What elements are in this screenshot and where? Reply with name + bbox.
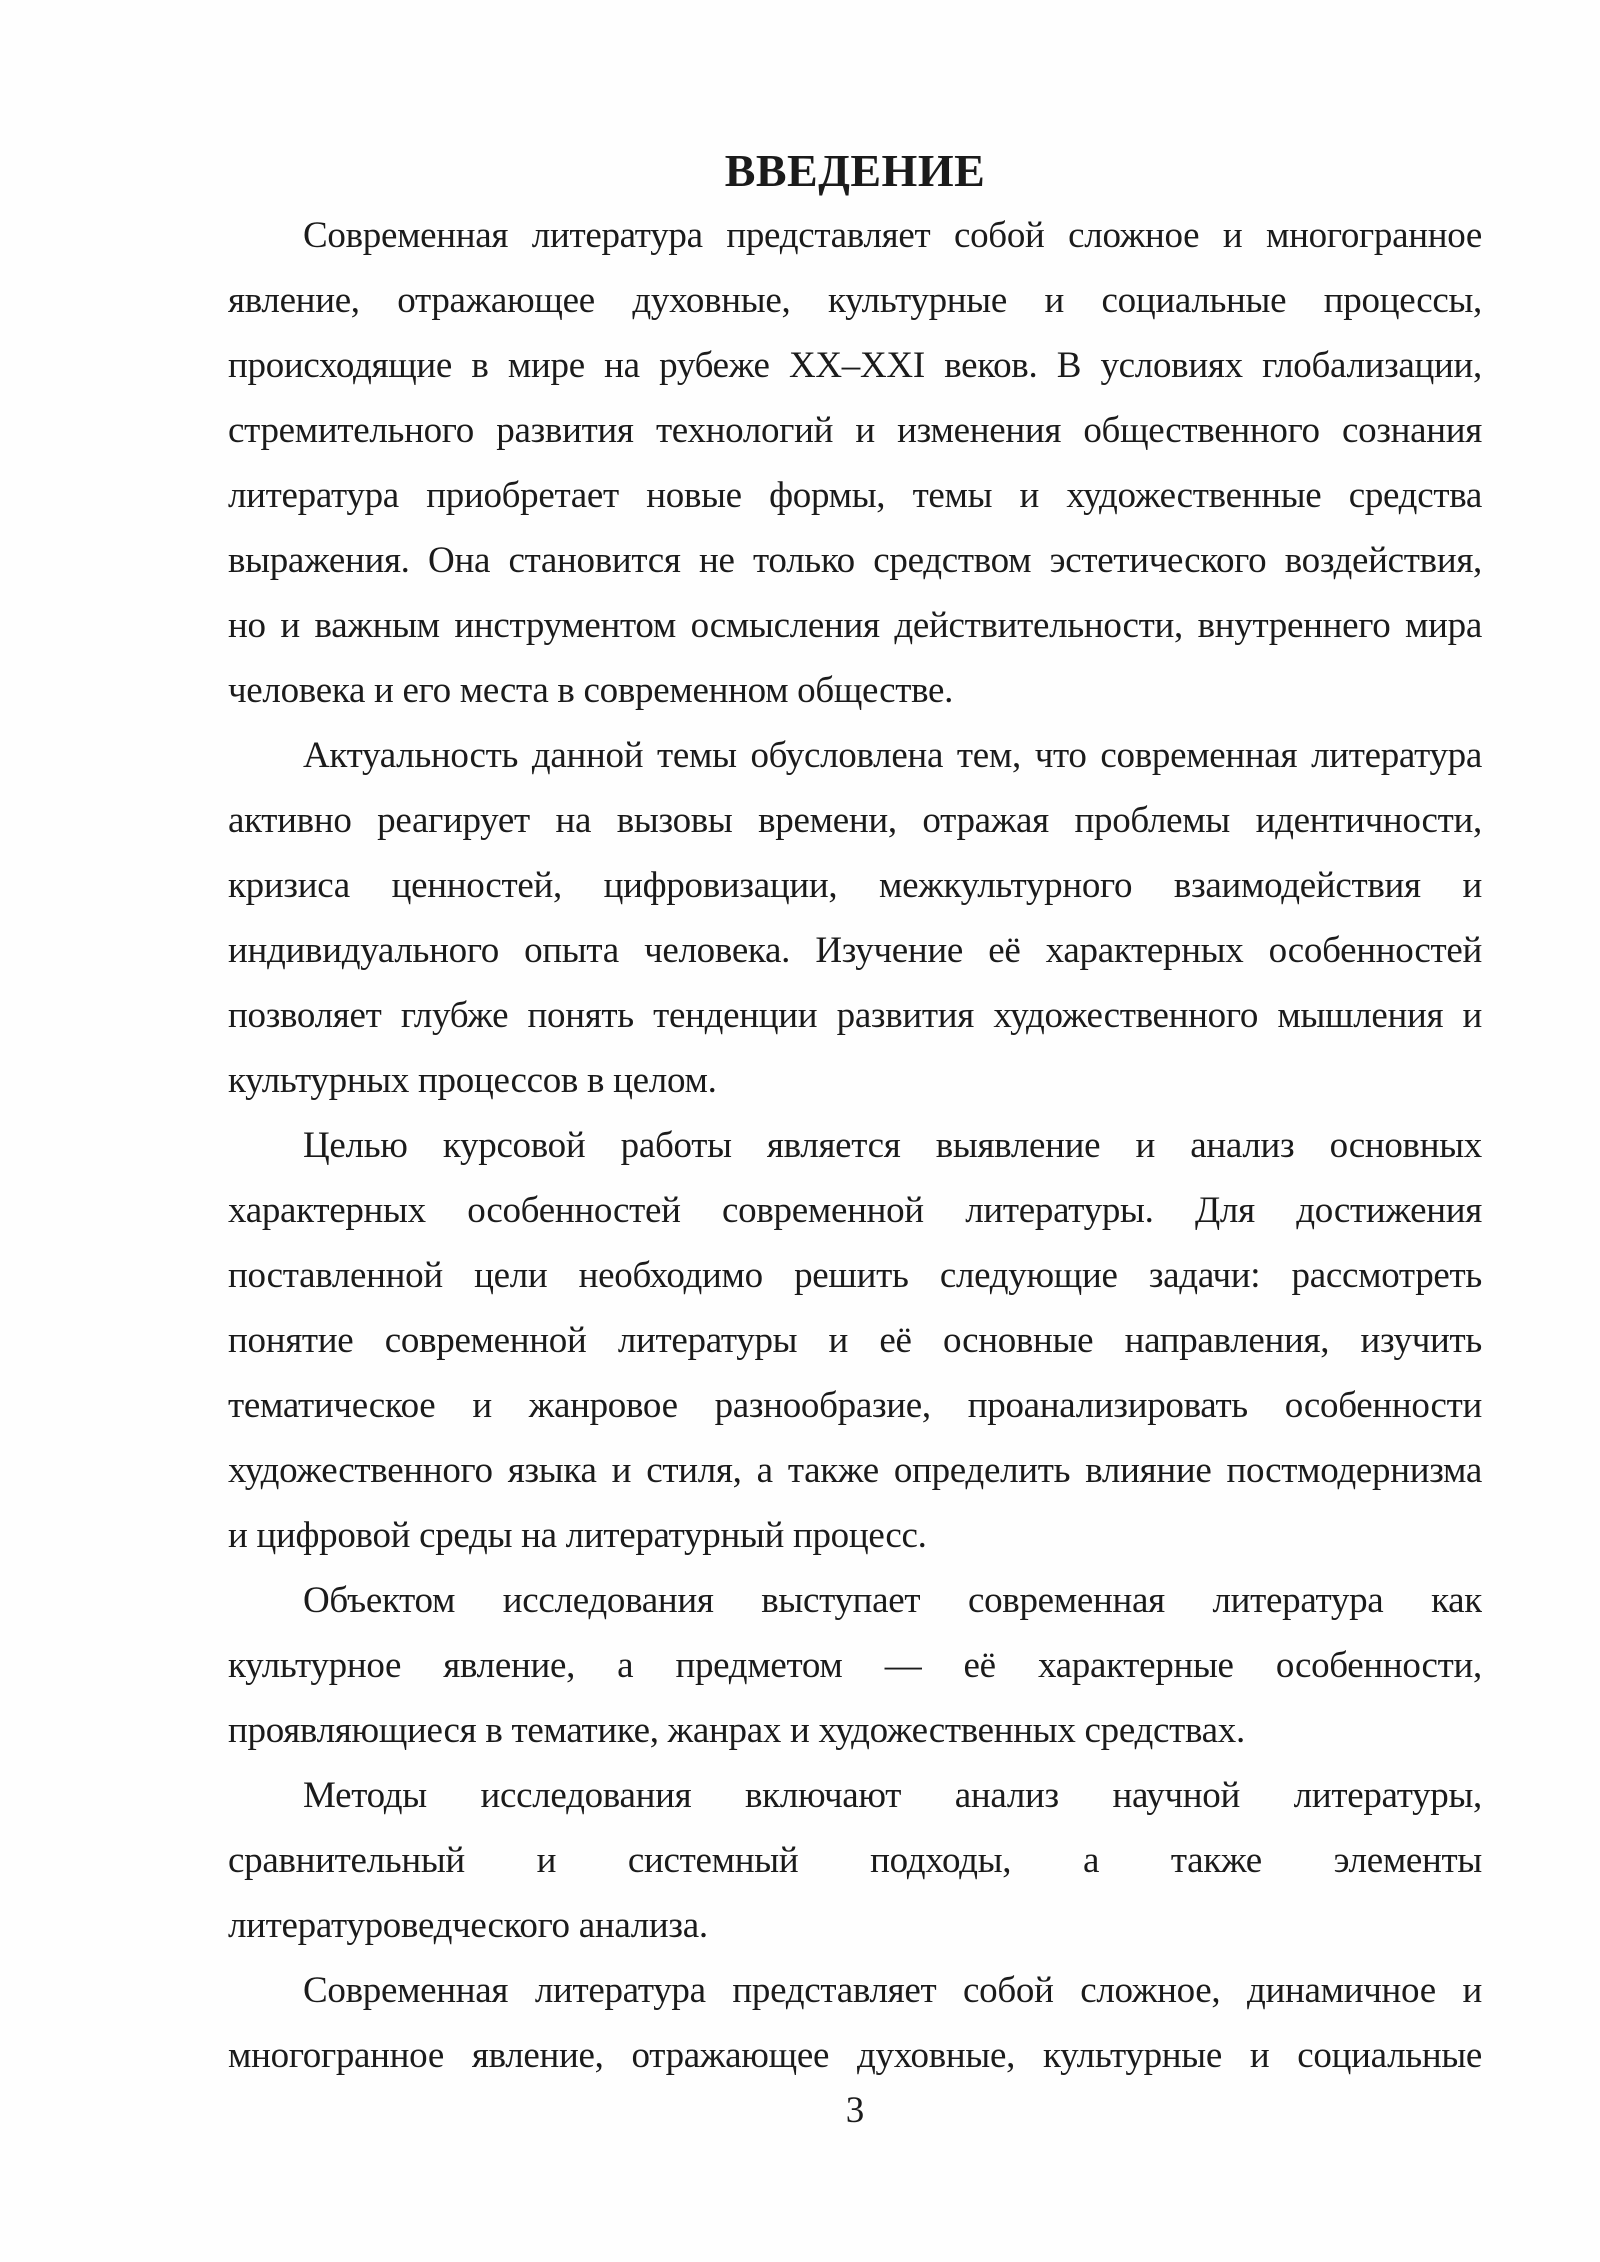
text-line: явление, отражающее духовные, культурные и социальные процессы, — [228, 280, 1482, 321]
text-line: стремительного развития технологий и изменения общественного сознания — [228, 410, 1482, 451]
text-line: поставленной цели необходимо решить следующие задачи: рассмотреть — [228, 1255, 1482, 1296]
text-line: и цифровой среды на литературный процесс. — [228, 1515, 927, 1556]
text-line: кризиса ценностей, цифровизации, межкультурного взаимодействия и — [228, 865, 1482, 906]
text-line: художественного языка и стиля, а также определить влияние постмодернизма — [228, 1450, 1482, 1491]
text-line: Объектом исследования выступает современная литература как — [303, 1580, 1482, 1621]
text-line: активно реагирует на вызовы времени, отражая проблемы идентичности, — [228, 800, 1482, 841]
text-line: позволяет глубже понять тенденции развития художественного мышления и — [228, 995, 1482, 1036]
text-column — [228, 138, 1482, 2088]
text-line: Современная литература представляет собой сложное, динамичное и — [303, 1970, 1482, 2011]
text-line: человека и его места в современном обществе. — [228, 670, 954, 711]
text-line: Современная литература представляет собой сложное и многогранное — [303, 215, 1482, 256]
text-line: Методы исследования включают анализ научной литературы, — [303, 1775, 1482, 1816]
section-title: ВВЕДЕНИЕ — [724, 145, 986, 196]
text-line: литературоведческого анализа. — [228, 1905, 708, 1946]
text-line: понятие современной литературы и её основные направления, изучить — [228, 1320, 1482, 1361]
text-line: выражения. Она становится не только средством эстетического воздействия, — [228, 540, 1482, 581]
text-line: культурное явление, а предметом — её характерные особенности, — [228, 1645, 1482, 1686]
text-line: характерных особенностей современной литературы. Для достижения — [228, 1190, 1482, 1231]
text-line: литература приобретает новые формы, темы и художественные средства — [228, 475, 1482, 516]
text-line: многогранное явление, отражающее духовные, культурные и социальные — [228, 2035, 1482, 2076]
text-line: Целью курсовой работы является выявление и анализ основных — [303, 1125, 1482, 1166]
text-line: культурных процессов в целом. — [228, 1060, 717, 1101]
text-line: происходящие в мире на рубеже XX–XXI веков. В условиях глобализации, — [228, 345, 1482, 386]
text-line: но и важным инструментом осмысления действительности, внутреннего мира — [228, 605, 1482, 646]
text-line: проявляющиеся в тематике, жанрах и художественных средствах. — [228, 1710, 1245, 1751]
text-line: сравнительный и системный подходы, а также элементы — [228, 1840, 1482, 1881]
text-line: Актуальность данной темы обусловлена тем, что современная литература — [303, 735, 1482, 776]
page-number: 3 — [845, 2090, 865, 2131]
body-text — [228, 203, 1482, 2088]
text-line: тематическое и жанровое разнообразие, проанализировать особенности — [228, 1385, 1482, 1426]
text-line: индивидуального опыта человека. Изучение её характерных особенностей — [228, 930, 1482, 971]
